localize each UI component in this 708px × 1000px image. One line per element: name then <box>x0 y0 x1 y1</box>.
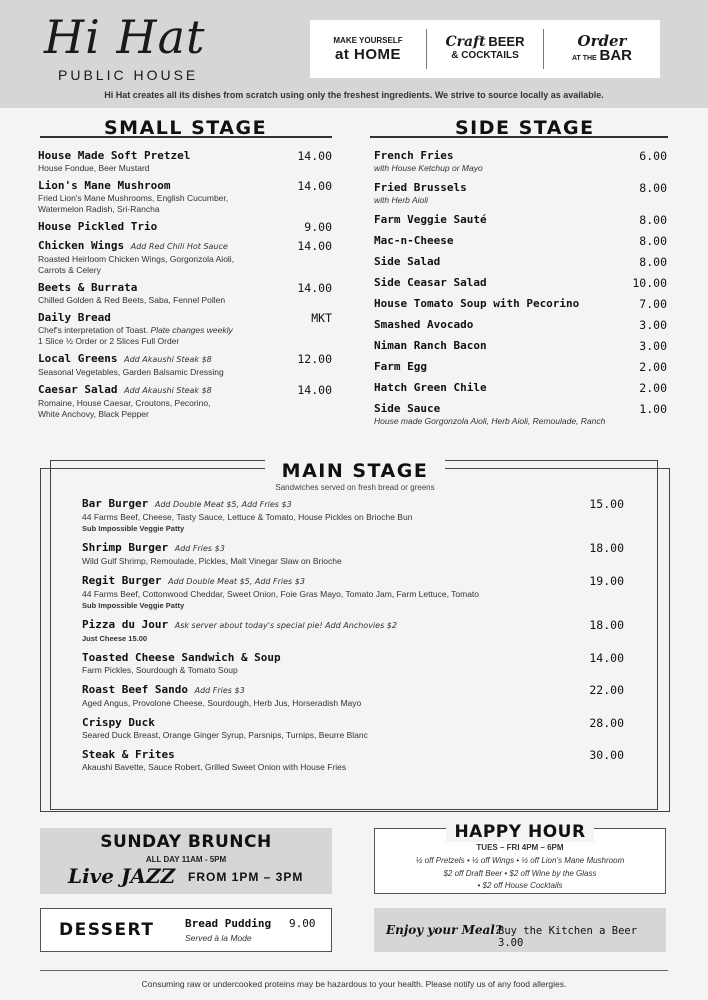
item-name-line <box>82 574 624 589</box>
menu-item <box>82 716 624 741</box>
item-name-line <box>38 220 332 234</box>
item-description-text: Roasted Heirloom Chicken Wings, Gorgonzola Aioli, <box>38 254 235 264</box>
item-name: Crispy Duck <box>82 716 155 729</box>
item-name: Side Ceasar Salad <box>374 276 487 289</box>
happy-hour-title: HAPPY HOUR <box>446 822 593 842</box>
menu-item <box>38 311 332 347</box>
item-name-line <box>38 352 332 367</box>
menu-item <box>374 402 667 427</box>
item-description: White Anchovy, Black Pepper <box>38 409 149 419</box>
main-stage-title: MAIN STAGE <box>281 460 429 482</box>
item-price: 8.00 <box>639 234 667 248</box>
menu-item <box>82 683 624 709</box>
item-addon: Ask server about today's special pie! Add Anchovies $2 <box>174 621 397 630</box>
item-name-line <box>38 149 332 163</box>
menu-item <box>374 339 667 353</box>
item-description <box>38 367 332 378</box>
item-price: 9.00 <box>304 220 332 234</box>
item-description: Watermelon Radish, Sri-Rancha <box>38 204 160 214</box>
menu-item <box>38 149 332 174</box>
happy-hour-line: ½ off Pretzels • ½ off Wings • ½ off Lion's Mane Mushroom <box>415 856 625 865</box>
item-name: Mac-n-Cheese <box>374 234 454 247</box>
item-name-line <box>82 618 624 633</box>
item-name: Caesar Salad <box>38 383 118 396</box>
sunday-brunch-box <box>40 828 332 894</box>
menu-item <box>82 651 624 676</box>
item-price: 14.00 <box>297 281 332 295</box>
brunch-title: SUNDAY BRUNCH <box>100 832 272 852</box>
item-note: Sub Impossible Veggie Patty <box>82 601 185 610</box>
item-price: MKT <box>311 311 332 325</box>
item-price: 8.00 <box>639 181 667 195</box>
item-name: Daily Bread <box>38 311 111 324</box>
menu-item <box>38 383 332 420</box>
item-description <box>38 193 332 204</box>
happy-hour-box <box>374 822 666 894</box>
live-jazz-label: Live JAZZ <box>68 864 176 888</box>
kitchen-beer-box <box>374 908 666 952</box>
item-price: 6.00 <box>639 149 667 163</box>
menu-item <box>82 497 624 534</box>
menu-item <box>374 276 667 290</box>
menu-item <box>38 220 332 234</box>
item-price: 14.00 <box>297 149 332 163</box>
dessert-item-price: 9.00 <box>289 917 316 930</box>
item-price: 14.00 <box>589 651 624 665</box>
item-name: Local Greens <box>38 352 118 365</box>
item-name-line <box>38 281 332 295</box>
small-stage-list <box>38 149 332 420</box>
item-description: with Herb Aioli <box>374 195 429 205</box>
item-description <box>38 254 332 265</box>
item-addon: Add Red Chili Hot Sauce <box>130 242 228 251</box>
item-name: French Fries <box>374 149 454 162</box>
menu-item <box>38 179 332 215</box>
item-description: Akaushi Bavette, Sauce Robert, Grilled Sweet Onion with House Fries <box>82 762 347 772</box>
item-price: 10.00 <box>632 276 667 290</box>
item-name: Lion's Mane Mushroom <box>38 179 171 192</box>
menu-item <box>374 234 667 248</box>
item-price: 19.00 <box>589 574 624 588</box>
item-name-line <box>38 311 332 325</box>
item-name: Farm Egg <box>374 360 427 373</box>
item-name: Smashed Avocado <box>374 318 474 331</box>
item-addon: Add Akaushi Steak $8 <box>124 386 212 395</box>
menu-item <box>82 748 624 773</box>
menu-item <box>374 149 667 174</box>
item-name: Pizza du Jour <box>82 618 169 631</box>
item-name: Chicken Wings <box>38 239 125 252</box>
item-name-line <box>82 651 624 665</box>
side-stage-title: SIDE STAGE <box>455 117 595 139</box>
happy-hour-time: TUES – FRI 4PM – 6PM <box>476 843 564 852</box>
menu-item <box>38 281 332 306</box>
item-name: Side Salad <box>374 255 441 268</box>
item-addon: Add Akaushi Steak $8 <box>124 355 212 364</box>
item-price: 3.00 <box>639 318 667 332</box>
item-name: Side Sauce <box>374 402 441 415</box>
small-stage-title: SMALL STAGE <box>104 117 268 139</box>
allergy-disclaimer: Consuming raw or undercooked proteins may be hazardous to your health. Please notify us of any food allergies. <box>141 979 567 989</box>
item-price: 14.00 <box>297 179 332 193</box>
item-price: 28.00 <box>589 716 624 730</box>
item-description: Aged Angus, Provolone Cheese, Sourdough, Herb Jus, Horseradish Mayo <box>82 698 362 708</box>
item-price: 22.00 <box>589 683 624 697</box>
item-name: Bar Burger <box>82 497 149 510</box>
tag-make-yourself-at-home: MAKE YOURSELF at HOME <box>333 36 403 63</box>
main-stage-subtitle: Sandwiches served on fresh bread or greens <box>275 483 435 492</box>
tagline-box <box>310 20 660 78</box>
item-addon: Add Double Meat $5, Add Fries $3 <box>154 500 292 509</box>
brunch-time: ALL DAY 11AM - 5PM <box>145 855 227 864</box>
item-description-text: Chef's interpretation of Toast. <box>38 325 149 335</box>
item-name: House Pickled Trio <box>38 220 158 233</box>
item-name-line <box>38 383 332 398</box>
item-name-line <box>38 239 332 254</box>
dessert-item-desc: Served à la Mode <box>185 933 252 943</box>
item-name: Regit Burger <box>82 574 162 587</box>
logo-subtitle: PUBLIC HOUSE <box>58 67 199 83</box>
main-stage-list <box>82 497 624 773</box>
item-price: 14.00 <box>297 383 332 397</box>
menu-item <box>374 297 667 311</box>
item-price: 8.00 <box>639 213 667 227</box>
item-name: Toasted Cheese Sandwich & Soup <box>82 651 281 664</box>
jazz-time: FROM 1PM – 3PM <box>188 870 304 884</box>
item-description-text: House Fondue, Beer Mustard <box>38 163 150 173</box>
item-name-line <box>82 541 624 556</box>
item-description: 1 Slice ½ Order or 2 Slices Full Order <box>38 336 180 346</box>
item-name: Hatch Green Chile <box>374 381 487 394</box>
menu-item <box>38 239 332 276</box>
item-name: House Tomato Soup with Pecorino <box>374 297 580 310</box>
item-addon: Add Fries $3 <box>174 544 225 553</box>
item-description <box>38 325 332 336</box>
side-stage-list <box>374 149 667 427</box>
item-price: 30.00 <box>589 748 624 762</box>
happy-hour-line: $2 off Draft Beer • $2 off Wine by the Glass <box>443 869 597 878</box>
item-price: 18.00 <box>589 618 624 632</box>
item-name: Farm Veggie Sauté <box>374 213 487 226</box>
item-description: 44 Farms Beef, Cottonwood Cheddar, Sweet Onion, Foie Gras Mayo, Tomato Jam, Farm Lettuce, Tomato <box>82 589 480 599</box>
item-price: 14.00 <box>297 239 332 253</box>
item-name: Steak & Frites <box>82 748 175 761</box>
item-name-line <box>82 683 624 698</box>
item-description <box>38 163 332 174</box>
happy-hour-line: • $2 off House Cocktails <box>477 881 563 890</box>
menu-item <box>82 574 624 611</box>
dessert-box <box>40 908 332 952</box>
item-description: Farm Pickles, Sourdough & Tomato Soup <box>82 665 238 675</box>
item-description: Seared Duck Breast, Orange Ginger Syrup, Parsnips, Turnips, Beurre Blanc <box>82 730 368 740</box>
tag-order-at-bar: Order AT THE BAR <box>571 32 633 64</box>
logo-title: Hi Hat <box>44 10 206 64</box>
item-price: 12.00 <box>297 352 332 366</box>
menu-item <box>374 381 667 395</box>
main-stage-heading <box>265 455 445 495</box>
kitchen-beer-offer: Buy the Kitchen a Beer 3.00 <box>498 925 638 949</box>
item-addon: Add Double Meat $5, Add Fries $3 <box>168 577 305 586</box>
item-name: House Made Soft Pretzel <box>38 149 191 162</box>
item-price: 7.00 <box>639 297 667 311</box>
menu-item <box>374 318 667 332</box>
footer-rule <box>40 970 668 971</box>
item-description <box>38 295 332 306</box>
item-note: Sub Impossible Veggie Patty <box>82 524 185 533</box>
item-price: 3.00 <box>639 339 667 353</box>
item-price: 1.00 <box>639 402 667 416</box>
item-name: Fried Brussels <box>374 181 467 194</box>
item-name: Beets & Burrata <box>38 281 138 294</box>
item-name-line <box>82 497 624 512</box>
item-price: 15.00 <box>589 497 624 511</box>
menu-item <box>374 181 667 206</box>
item-name: Shrimp Burger <box>82 541 169 554</box>
header-band <box>0 0 708 108</box>
dessert-title: DESSERT <box>59 920 155 940</box>
item-note: Just Cheese 15.00 <box>82 634 148 643</box>
menu-item <box>82 541 624 567</box>
item-name-line <box>82 748 624 762</box>
item-description-text: Seasonal Vegetables, Garden Balsamic Dressing <box>38 367 224 377</box>
item-name-line <box>82 716 624 730</box>
item-price: 2.00 <box>639 381 667 395</box>
item-description: 44 Farms Beef, Cheese, Tasty Sauce, Lettuce & Tomato, House Pickles on Brioche Bun <box>82 512 413 522</box>
menu-item <box>374 255 667 269</box>
menu-item <box>374 213 667 227</box>
menu-item <box>82 618 624 644</box>
item-description-text: Chilled Golden & Red Beets, Saba, Fennel Pollen <box>38 295 226 305</box>
item-description: House made Gorgonzola Aioli, Herb Aioli, Remoulade, Ranch <box>374 416 606 426</box>
tag-craft-beer: Craft BEER & COCKTAILS <box>445 34 525 61</box>
item-name: Niman Ranch Bacon <box>374 339 487 352</box>
item-description: Carrots & Celery <box>38 265 101 275</box>
menu-item <box>38 352 332 378</box>
item-name: Roast Beef Sando <box>82 683 188 696</box>
item-description-text: Fried Lion's Mane Mushrooms, English Cucumber, <box>38 193 229 203</box>
happy-hour-heading <box>375 822 665 842</box>
item-price: 2.00 <box>639 360 667 374</box>
item-description-italic: Plate changes weekly <box>150 325 233 335</box>
intro-text: Hi Hat creates all its dishes from scratch using only the freshest ingredients. We strive to source locally as available. <box>104 90 604 100</box>
item-description <box>38 398 332 409</box>
menu-item <box>374 360 667 374</box>
item-name-line <box>38 179 332 193</box>
item-description: with House Ketchup or Mayo <box>374 163 483 173</box>
dessert-item-name: Bread Pudding <box>185 917 272 930</box>
item-addon: Add Fries $3 <box>194 686 245 695</box>
item-description: Wild Gulf Shrimp, Remoulade, Pickles, Malt Vinegar Slaw on Brioche <box>82 556 342 566</box>
item-description-text: Romaine, House Caesar, Croutons, Pecorino, <box>38 398 211 408</box>
item-price: 18.00 <box>589 541 624 555</box>
item-price: 8.00 <box>639 255 667 269</box>
enjoy-meal-label: Enjoy your Meal? <box>386 923 502 937</box>
